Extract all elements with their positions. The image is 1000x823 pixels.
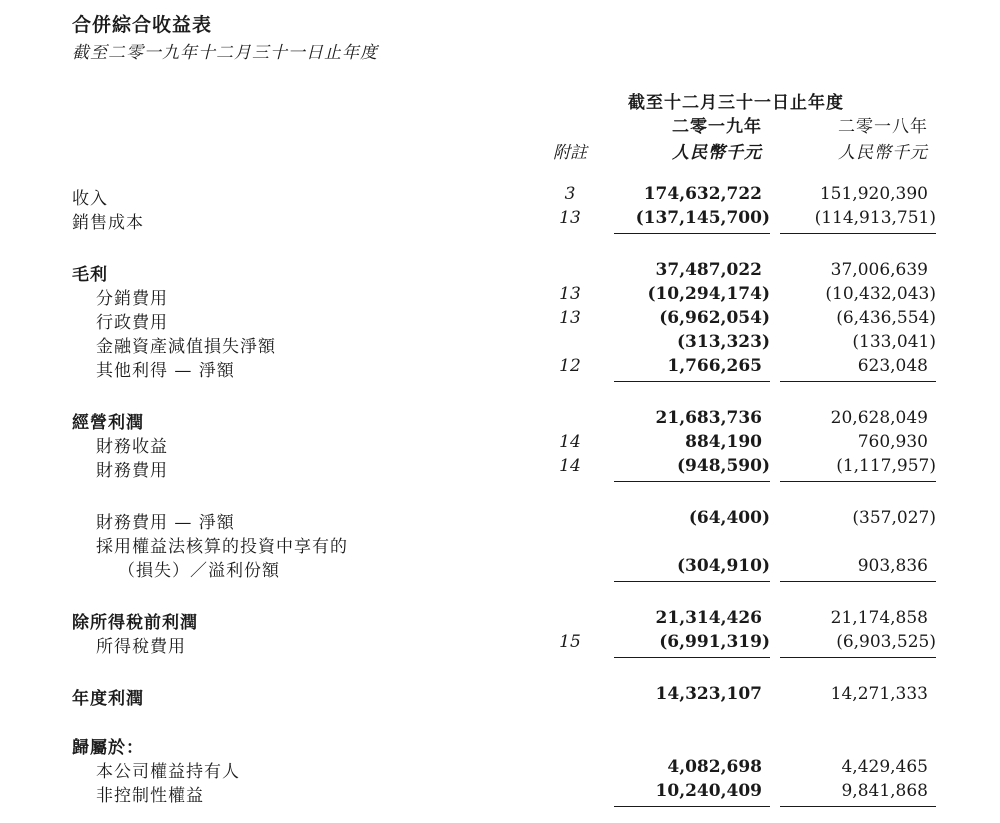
value-2019: (6,962,054) bbox=[659, 308, 770, 328]
subtotal-rule bbox=[780, 581, 936, 582]
row-finance-income bbox=[0, 432, 1000, 456]
row-distribution-costs bbox=[0, 284, 1000, 308]
subtotal-rule bbox=[780, 657, 936, 658]
row-label: 銷售成本 bbox=[72, 213, 144, 233]
value-2019: 884,190 bbox=[685, 432, 762, 452]
row-cost-of-sales bbox=[0, 208, 1000, 232]
value-2019: (948,590) bbox=[677, 456, 770, 476]
row-label: 非控制性權益 bbox=[96, 786, 204, 806]
row-revenue bbox=[0, 184, 1000, 208]
row-finance-costs-net bbox=[0, 508, 1000, 532]
value-2018: (357,027) bbox=[852, 508, 936, 528]
row-label: 金融資產減值損失淨額 bbox=[96, 337, 276, 357]
unit-header-2018: 人民幣千元 bbox=[838, 143, 928, 163]
row-owners-of-company bbox=[0, 757, 1000, 781]
statement-subtitle: 截至二零一九年十二月三十一日止年度 bbox=[72, 43, 378, 63]
row-label: 所得稅費用 bbox=[96, 637, 186, 657]
value-2019: 10,240,409 bbox=[655, 781, 762, 801]
value-2019: (6,991,319) bbox=[659, 632, 770, 652]
row-gross-profit bbox=[0, 260, 1000, 284]
row-label: 經營利潤 bbox=[72, 413, 144, 433]
unit-header-2019: 人民幣千元 bbox=[672, 143, 762, 163]
value-2018: (10,432,043) bbox=[825, 284, 936, 304]
subtotal-rule bbox=[780, 481, 936, 482]
row-label: 本公司權益持有人 bbox=[96, 762, 240, 782]
value-2019: 4,082,698 bbox=[667, 757, 762, 777]
value-2018: 151,920,390 bbox=[819, 184, 928, 204]
row-attributable-to bbox=[0, 733, 1000, 757]
row-label: 年度利潤 bbox=[72, 689, 144, 709]
value-2019: 1,766,265 bbox=[667, 356, 762, 376]
row-profit-before-tax bbox=[0, 608, 1000, 632]
row-note: 13 bbox=[559, 308, 581, 328]
row-equity-method-share bbox=[0, 532, 1000, 556]
value-2019: (64,400) bbox=[688, 508, 770, 528]
row-note: 14 bbox=[559, 432, 581, 452]
value-2018: 760,930 bbox=[857, 432, 928, 452]
row-profit-for-year bbox=[0, 684, 1000, 708]
row-other-gains bbox=[0, 356, 1000, 380]
subtotal-rule bbox=[614, 233, 770, 234]
row-impairment-losses bbox=[0, 332, 1000, 356]
row-label: 財務費用 bbox=[96, 461, 168, 481]
value-2019: (313,323) bbox=[677, 332, 770, 352]
value-2019: 21,314,426 bbox=[655, 608, 762, 628]
note-column-header: 附註 bbox=[553, 143, 587, 163]
subtotal-rule bbox=[614, 381, 770, 382]
row-operating-profit bbox=[0, 408, 1000, 432]
value-2019: 37,487,022 bbox=[655, 260, 762, 280]
row-label: 採用權益法核算的投資中享有的 bbox=[96, 537, 348, 557]
row-label: 財務費用 — 淨額 bbox=[96, 513, 235, 533]
value-2018: (114,913,751) bbox=[814, 208, 936, 228]
value-2019: 174,632,722 bbox=[643, 184, 762, 204]
value-2018: (1,117,957) bbox=[836, 456, 936, 476]
row-note: 13 bbox=[559, 208, 581, 228]
row-label: 歸屬於： bbox=[72, 738, 144, 758]
value-2018: 37,006,639 bbox=[830, 260, 928, 280]
column-header-2018: 二零一八年 bbox=[838, 117, 928, 137]
value-2019: 14,323,107 bbox=[655, 684, 762, 704]
row-admin-expenses bbox=[0, 308, 1000, 332]
subtotal-rule bbox=[614, 581, 770, 582]
value-2019: (304,910) bbox=[677, 556, 770, 576]
value-2018: 21,174,858 bbox=[830, 608, 928, 628]
value-2018: (6,903,525) bbox=[836, 632, 936, 652]
row-label: （損失）／溢利份額 bbox=[118, 561, 280, 581]
subtotal-rule bbox=[780, 233, 936, 234]
value-2018: (133,041) bbox=[852, 332, 936, 352]
value-2018: 14,271,333 bbox=[830, 684, 928, 704]
value-2019: (10,294,174) bbox=[647, 284, 770, 304]
subtotal-rule bbox=[614, 481, 770, 482]
row-note: 15 bbox=[559, 632, 581, 652]
total-rule bbox=[614, 806, 770, 807]
value-2018: 903,836 bbox=[857, 556, 928, 576]
value-2019: 21,683,736 bbox=[655, 408, 762, 428]
row-label: 分銷費用 bbox=[96, 289, 168, 309]
value-2018: (6,436,554) bbox=[836, 308, 936, 328]
row-label: 行政費用 bbox=[96, 313, 168, 333]
row-label: 毛利 bbox=[72, 265, 108, 285]
subtotal-rule bbox=[614, 657, 770, 658]
row-label: 收入 bbox=[72, 189, 108, 209]
column-header-2019: 二零一九年 bbox=[672, 117, 762, 137]
value-2018: 9,841,868 bbox=[841, 781, 928, 801]
row-equity-method-share-cont bbox=[0, 556, 1000, 580]
value-2018: 4,429,465 bbox=[841, 757, 928, 777]
row-note: 14 bbox=[559, 456, 581, 476]
row-income-tax bbox=[0, 632, 1000, 656]
row-finance-costs bbox=[0, 456, 1000, 480]
row-note: 13 bbox=[559, 284, 581, 304]
value-2018: 623,048 bbox=[857, 356, 928, 376]
total-rule bbox=[780, 806, 936, 807]
value-2018: 20,628,049 bbox=[830, 408, 928, 428]
subtotal-rule bbox=[780, 381, 936, 382]
row-note: 3 bbox=[564, 184, 576, 204]
row-label: 其他利得 — 淨額 bbox=[96, 361, 235, 381]
row-note: 12 bbox=[559, 356, 581, 376]
row-label: 除所得稅前利潤 bbox=[72, 613, 198, 633]
row-non-controlling-interests bbox=[0, 781, 1000, 805]
row-label: 財務收益 bbox=[96, 437, 168, 457]
value-2019: (137,145,700) bbox=[635, 208, 770, 228]
statement-title: 合併綜合收益表 bbox=[72, 14, 213, 36]
period-header: 截至十二月三十一日止年度 bbox=[628, 93, 844, 113]
